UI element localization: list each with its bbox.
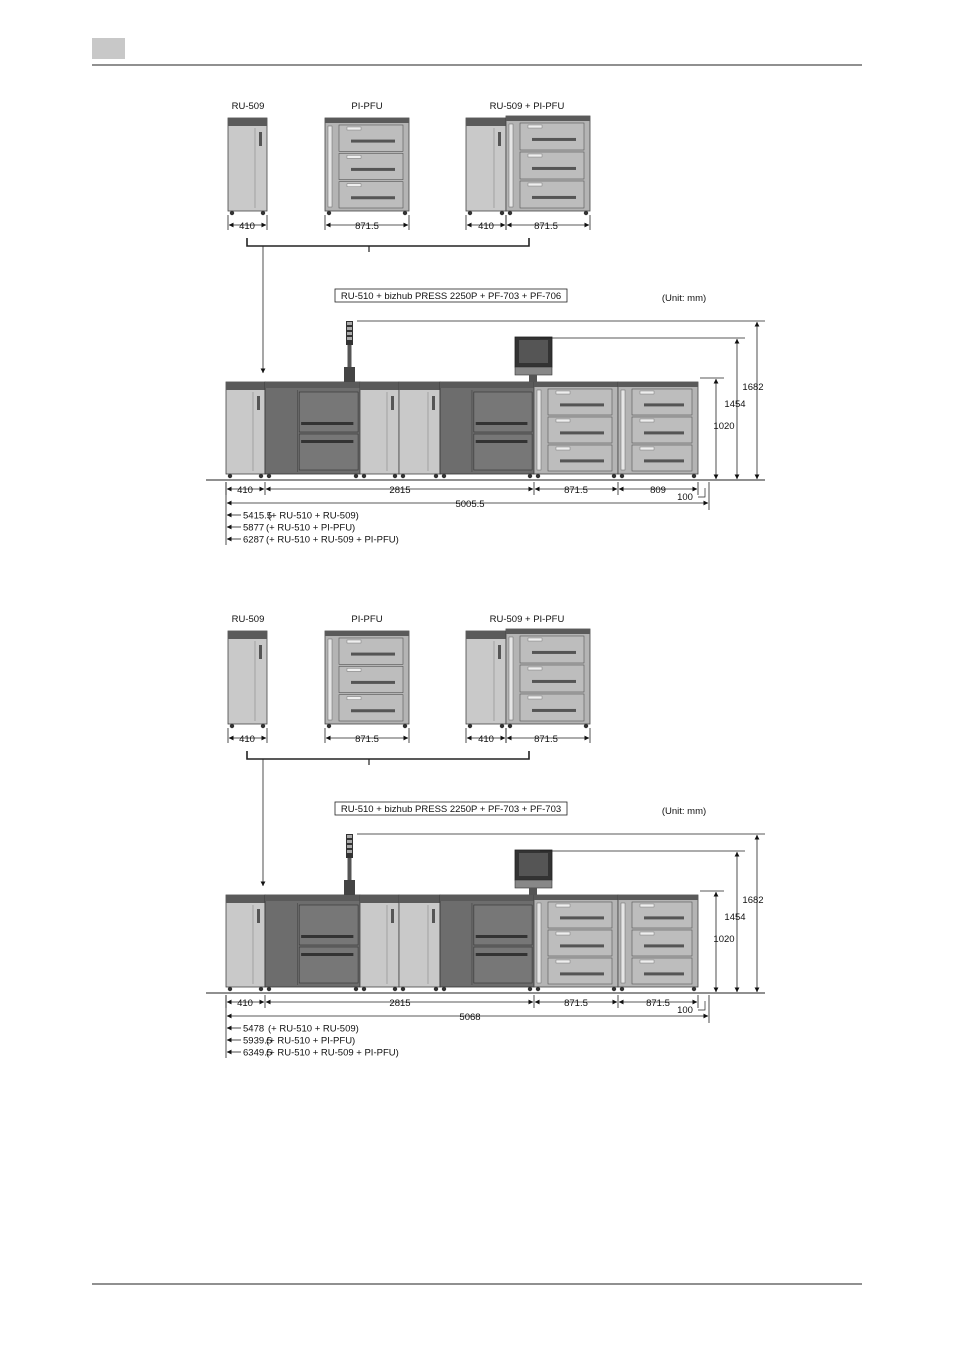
chapter-number-box — [92, 38, 125, 59]
signal-lamp — [347, 845, 352, 848]
option-combo-pf-unit — [506, 116, 590, 215]
drawer-handle — [351, 140, 395, 143]
control-panel — [515, 880, 552, 888]
unit-body — [228, 118, 267, 211]
unit-handle — [257, 396, 260, 410]
wheel — [354, 987, 358, 991]
drawer-handle — [560, 403, 604, 406]
unit-top-band — [228, 118, 267, 126]
monitor-screen — [519, 340, 548, 363]
options-bracket — [247, 751, 529, 759]
unit-top-band — [534, 895, 618, 900]
unit-top-band — [466, 118, 506, 126]
drawer-handle — [532, 709, 576, 712]
unit-top-band — [506, 629, 590, 634]
unit-handle — [498, 645, 501, 659]
config-label: RU-510 + bizhub PRESS 2250P + PF-703 + PF-703 — [340, 804, 562, 815]
drawer-handle — [351, 196, 395, 199]
option-ru509-unit — [228, 631, 267, 728]
drawer-handle — [351, 681, 395, 684]
drawer-label — [528, 638, 542, 641]
signal-lamp — [347, 850, 352, 853]
drawer-label — [347, 640, 361, 643]
unit-side-strip — [328, 126, 332, 207]
unit-top-band — [618, 895, 698, 900]
wheel — [230, 211, 234, 215]
unit-handle — [498, 132, 501, 146]
option-ru509-unit — [228, 118, 267, 215]
dim-label-combo-a: 410 — [478, 221, 494, 232]
dim-label-pipfu: 871.5 — [355, 734, 379, 745]
engine-lower-handle — [476, 953, 528, 956]
option-total-value: 6349.5 — [243, 1047, 273, 1059]
option-combo-ru-unit — [466, 631, 506, 728]
unit-top-band — [506, 116, 590, 121]
wheel — [259, 987, 263, 991]
wheel — [259, 474, 263, 478]
drawer-handle — [560, 944, 604, 947]
width-label-410: 410 — [237, 485, 253, 496]
option-pipfu-unit — [325, 631, 409, 728]
unit-handle — [391, 396, 394, 410]
option-total-value: 6287 — [243, 534, 265, 546]
drawer-label — [347, 668, 361, 671]
option-combo-ru-unit — [466, 118, 506, 215]
main-mid-unit-a — [360, 382, 399, 478]
layout-diagram-2 — [206, 614, 765, 1059]
drawer-label — [528, 696, 542, 699]
unit-top-band — [228, 631, 267, 639]
signal-base — [344, 880, 355, 895]
dim-label-combo-a: 410 — [478, 734, 494, 745]
drawer-label — [640, 960, 654, 963]
drawer-label — [528, 667, 542, 670]
option-label-ru509: RU-509 — [231, 614, 265, 625]
width-bracket-100 — [698, 488, 705, 497]
engine-top-band — [265, 382, 360, 388]
engine-lower-handle — [476, 440, 528, 443]
wheel — [401, 474, 405, 478]
drawer-label — [640, 419, 654, 422]
option-total-value: 5877 — [243, 522, 265, 534]
main-engine-left — [265, 895, 360, 991]
wheel — [434, 987, 438, 991]
option-label-ru509-pipfu: RU-509 + PI-PFU — [489, 614, 565, 625]
wheel — [692, 474, 696, 478]
wheel — [528, 987, 532, 991]
main-pf-unit-a — [534, 895, 618, 991]
unit-handle — [259, 132, 262, 146]
option-label-ru509: RU-509 — [231, 101, 265, 112]
drawer-label — [640, 932, 654, 935]
wheel — [500, 724, 504, 728]
unit-side-strip — [509, 637, 513, 720]
engine-upper-door — [474, 905, 532, 945]
drawer-handle — [532, 138, 576, 141]
drawer-label — [556, 447, 570, 450]
engine-upper-handle — [476, 935, 528, 938]
unit-handle — [391, 909, 394, 923]
option-total-desc: (+ RU-510 + PI-PFU) — [266, 522, 356, 534]
signal-pole — [348, 345, 352, 367]
wheel — [403, 211, 407, 215]
wheel — [584, 724, 588, 728]
drawer-label — [528, 125, 542, 128]
unit-top-band — [226, 382, 265, 390]
drawer-handle — [644, 972, 684, 975]
main-engine-right — [440, 895, 534, 991]
wheel — [393, 987, 397, 991]
drawer-label — [640, 391, 654, 394]
wheel — [536, 987, 540, 991]
options-bracket — [247, 238, 529, 246]
unit-top-band — [399, 895, 440, 903]
main-mid-unit-a — [360, 895, 399, 991]
unit-side-strip — [328, 639, 332, 720]
unit-body — [399, 895, 440, 987]
drawer-handle — [532, 680, 576, 683]
width-bracket-100 — [698, 1001, 705, 1010]
dim-label-combo-b: 871.5 — [534, 221, 558, 232]
height-label-1682: 1682 — [742, 895, 764, 906]
wheel — [228, 987, 232, 991]
wheel — [267, 987, 271, 991]
drawer-label — [556, 419, 570, 422]
engine-top-band — [265, 895, 360, 901]
engine-upper-handle — [476, 422, 528, 425]
width-label-410: 410 — [237, 998, 253, 1009]
width-label-8715: 871.5 — [564, 998, 588, 1009]
height-label-1454: 1454 — [724, 399, 746, 410]
dim-label-ru509: 410 — [239, 734, 255, 745]
option-total-value: 5478 — [243, 1023, 265, 1035]
width-label-2815: 2815 — [389, 998, 411, 1009]
drawer-handle — [644, 459, 684, 462]
unit-label: (Unit: mm) — [661, 806, 707, 817]
unit-handle — [432, 909, 435, 923]
unit-side-strip — [621, 903, 625, 983]
wheel — [362, 474, 366, 478]
signal-lamp — [347, 327, 352, 330]
engine-top-band — [440, 382, 534, 388]
wheel — [403, 724, 407, 728]
unit-side-strip — [621, 390, 625, 470]
drawer-label — [347, 184, 361, 187]
wheel — [584, 211, 588, 215]
width-label-100: 100 — [677, 1005, 693, 1016]
width-label-last: 809 — [650, 485, 666, 496]
wheel — [468, 211, 472, 215]
unit-handle — [257, 909, 260, 923]
wheel — [508, 211, 512, 215]
option-pipfu-unit — [325, 118, 409, 215]
drawer-label — [347, 155, 361, 158]
signal-base — [344, 367, 355, 382]
wheel — [536, 474, 540, 478]
wheel — [267, 474, 271, 478]
signal-lamp — [347, 835, 352, 838]
drawer-label — [640, 904, 654, 907]
option-total-desc: (+ RU-510 + RU-509) — [268, 1023, 359, 1035]
wheel — [612, 987, 616, 991]
width-label-last: 871.5 — [646, 998, 670, 1009]
drawer-handle — [351, 709, 395, 712]
wheel — [508, 724, 512, 728]
unit-body — [228, 631, 267, 724]
height-label-1454: 1454 — [724, 912, 746, 923]
dim-label-combo-b: 871.5 — [534, 734, 558, 745]
unit-body — [226, 382, 265, 474]
option-total-desc: (+ RU-510 + RU-509 + PI-PFU) — [266, 1047, 399, 1059]
engine-lower-door — [299, 947, 358, 983]
height-label-1020: 1020 — [713, 934, 735, 945]
drawer-handle — [560, 459, 604, 462]
wheel — [354, 474, 358, 478]
engine-lower-door — [474, 947, 532, 983]
unit-label: (Unit: mm) — [661, 293, 707, 304]
unit-body — [360, 895, 399, 987]
option-label-ru509-pipfu: RU-509 + PI-PFU — [489, 101, 565, 112]
wheel — [393, 474, 397, 478]
main-engine-left — [265, 382, 360, 478]
wheel — [620, 987, 624, 991]
drawer-handle — [351, 168, 395, 171]
width-label-8715: 871.5 — [564, 485, 588, 496]
wheel — [620, 474, 624, 478]
drawer-label — [556, 932, 570, 935]
wheel — [692, 987, 696, 991]
unit-body — [399, 382, 440, 474]
option-total-desc: (+ RU-510 + RU-509 + PI-PFU) — [266, 534, 399, 546]
wheel — [401, 987, 405, 991]
unit-top-band — [399, 382, 440, 390]
engine-upper-door — [299, 392, 358, 432]
unit-top-band — [360, 382, 399, 390]
wheel — [362, 987, 366, 991]
main-ru-unit — [226, 895, 265, 991]
drawer-label — [347, 127, 361, 130]
drawer-handle — [644, 403, 684, 406]
engine-upper-door — [474, 392, 532, 432]
unit-side-strip — [537, 903, 541, 983]
wheel — [612, 474, 616, 478]
height-label-1682: 1682 — [742, 382, 764, 393]
option-total-desc: (+ RU-510 + RU-509) — [268, 510, 359, 522]
main-engine-right — [440, 382, 534, 478]
unit-top-band — [360, 895, 399, 903]
unit-top-band — [618, 382, 698, 387]
engine-lower-handle — [301, 953, 353, 956]
dim-label-ru509: 410 — [239, 221, 255, 232]
wheel — [528, 474, 532, 478]
total-width-label: 5005.5 — [455, 499, 485, 510]
drawer-label — [556, 391, 570, 394]
dim-label-pipfu: 871.5 — [355, 221, 379, 232]
width-label-2815: 2815 — [389, 485, 411, 496]
unit-side-strip — [537, 390, 541, 470]
monitor-stand — [529, 888, 537, 895]
signal-lamp — [347, 322, 352, 325]
main-pf-unit-b — [618, 895, 698, 991]
wheel — [230, 724, 234, 728]
wheel — [442, 474, 446, 478]
signal-lamp — [347, 840, 352, 843]
drawer-handle — [644, 916, 684, 919]
wheel — [468, 724, 472, 728]
option-label-pipfu: PI-PFU — [351, 101, 383, 112]
unit-body — [360, 382, 399, 474]
main-mid-unit-b — [399, 895, 440, 991]
unit-top-band — [226, 895, 265, 903]
option-combo-pf-unit — [506, 629, 590, 728]
engine-upper-handle — [301, 935, 353, 938]
drawer-label — [556, 904, 570, 907]
wheel — [261, 724, 265, 728]
option-total-value: 5415.5 — [243, 510, 273, 522]
unit-top-band — [466, 631, 506, 639]
drawer-handle — [644, 944, 684, 947]
drawer-handle — [532, 167, 576, 170]
signal-pole — [348, 858, 352, 880]
height-label-1020: 1020 — [713, 421, 735, 432]
main-mid-unit-b — [399, 382, 440, 478]
drawer-handle — [532, 196, 576, 199]
signal-lamp — [347, 337, 352, 340]
main-pf-unit-b — [618, 382, 698, 478]
drawer-handle — [560, 972, 604, 975]
monitor-stand — [529, 375, 537, 382]
unit-top-band — [534, 382, 618, 387]
unit-body — [226, 895, 265, 987]
wheel — [434, 474, 438, 478]
option-total-desc: (+ RU-510 + PI-PFU) — [266, 1035, 356, 1047]
wheel — [228, 474, 232, 478]
drawer-label — [556, 960, 570, 963]
wheel — [327, 211, 331, 215]
engine-top-band — [440, 895, 534, 901]
option-label-pipfu: PI-PFU — [351, 614, 383, 625]
unit-top-band — [325, 118, 409, 123]
unit-handle — [259, 645, 262, 659]
control-panel — [515, 367, 552, 375]
unit-handle — [432, 396, 435, 410]
drawer-label — [528, 154, 542, 157]
monitor-screen — [519, 853, 548, 876]
engine-upper-handle — [301, 422, 353, 425]
unit-body — [466, 631, 506, 724]
total-width-label: 5068 — [459, 1012, 481, 1023]
width-label-100: 100 — [677, 492, 693, 503]
wheel — [500, 211, 504, 215]
drawer-handle — [351, 653, 395, 656]
engine-upper-door — [299, 905, 358, 945]
signal-lamp — [347, 332, 352, 335]
main-ru-unit — [226, 382, 265, 478]
layout-diagram-1 — [206, 101, 765, 546]
wheel — [442, 987, 446, 991]
drawer-label — [347, 697, 361, 700]
wheel — [261, 211, 265, 215]
config-label: RU-510 + bizhub PRESS 2250P + PF-703 + PF-706 — [340, 291, 562, 302]
engine-lower-door — [474, 434, 532, 470]
engine-lower-handle — [301, 440, 353, 443]
unit-side-strip — [509, 124, 513, 207]
main-pf-unit-a — [534, 382, 618, 478]
drawer-label — [528, 183, 542, 186]
engine-lower-door — [299, 434, 358, 470]
unit-top-band — [325, 631, 409, 636]
drawer-label — [640, 447, 654, 450]
drawer-handle — [644, 431, 684, 434]
option-total-value: 5939.5 — [243, 1035, 273, 1047]
wheel — [327, 724, 331, 728]
unit-body — [466, 118, 506, 211]
drawer-handle — [532, 651, 576, 654]
drawer-handle — [560, 431, 604, 434]
drawer-handle — [560, 916, 604, 919]
